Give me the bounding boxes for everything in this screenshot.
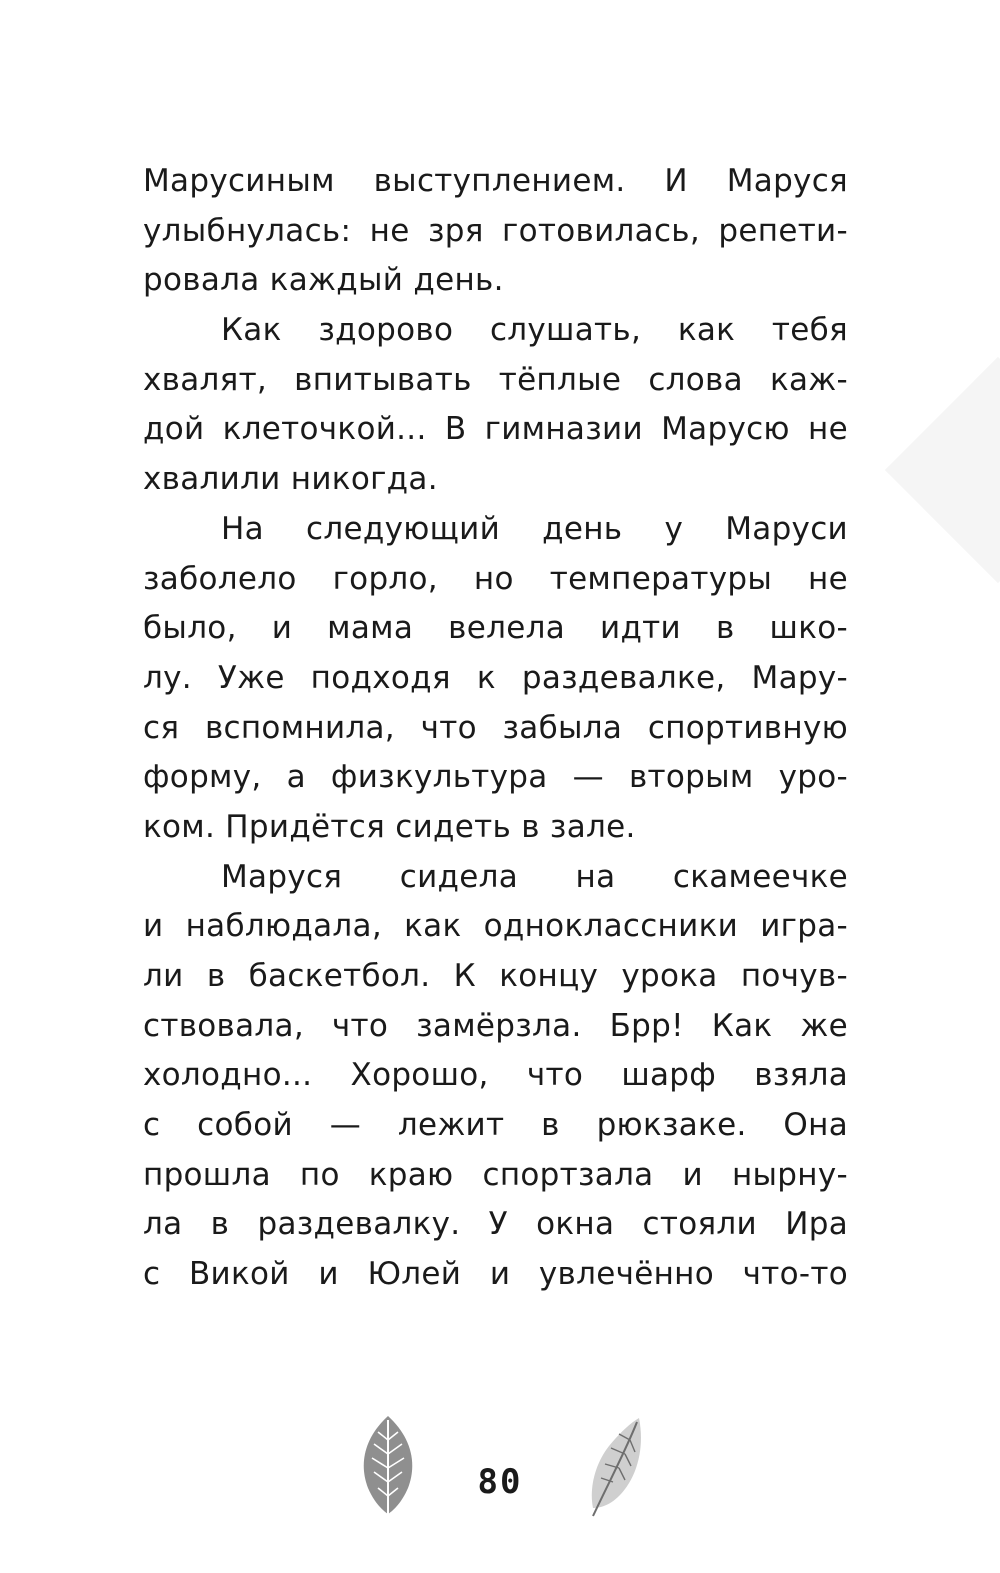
text-line: Маруся сидела на скамеечке: [221, 858, 848, 895]
page-number: 80: [477, 1462, 523, 1502]
page-footer: [0, 1400, 1000, 1520]
corner-decoration: [885, 357, 1000, 583]
text-line: холодно... Хорошо, что шарф взяла: [143, 1057, 848, 1094]
text-line: ком. Придётся сидеть в зале.: [143, 808, 636, 845]
leaf-icon: [575, 1412, 655, 1522]
text-line: ся вспомнила, что забыла спортивную: [143, 709, 848, 746]
text-line: дой клеточкой... В гимназии Марусю не: [143, 411, 848, 448]
text-line: лу. Уже подходя к раздевалке, Мару-: [143, 659, 848, 696]
text-line: заболело горло, но температуры не: [143, 560, 848, 597]
text-line: Марусиным выступлением. И Маруся: [143, 163, 848, 199]
text-line: улыбнулась: не зря готовилась, репети-: [143, 212, 848, 249]
text-line: ли в баскетбол. К концу урока почув-: [143, 958, 848, 994]
text-line: с Викой и Юлей и увлечённо что-то: [143, 1256, 848, 1293]
text-line: было, и мама велела идти в шко-: [143, 610, 848, 647]
leaf-icon: [348, 1410, 428, 1520]
text-line: форму, а физкультура — вторым уро-: [143, 759, 848, 796]
text-line: ровала каждый день.: [143, 262, 504, 299]
text-line: и наблюдала, как одноклассники игра-: [143, 908, 848, 945]
text-line: Как здорово слушать, как тебя: [221, 312, 848, 349]
text-line: с собой — лежит в рюкзаке. Она: [143, 1107, 848, 1144]
text-body: [143, 157, 848, 1300]
text-line: хвалят, впитывать тёплые слова каж-: [143, 361, 848, 398]
text-line: прошла по краю спортзала и нырну-: [143, 1156, 848, 1193]
text-line: ла в раздевалку. У окна стояли Ира: [143, 1206, 848, 1243]
text-line: ствовала, что замёрзла. Брр! Как же: [143, 1007, 848, 1044]
text-line: хвалили никогда.: [143, 461, 438, 498]
text-line: На следующий день у Маруси: [221, 510, 848, 547]
